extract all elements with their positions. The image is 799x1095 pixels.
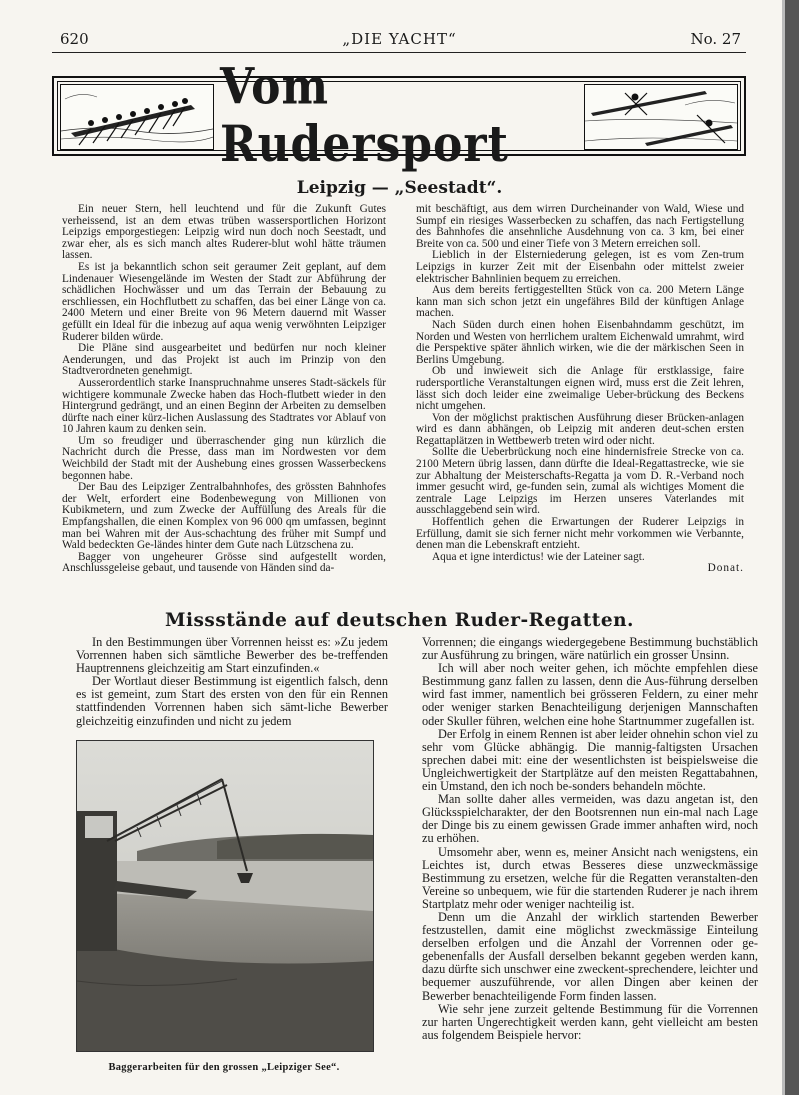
- paragraph: In den Bestimmungen über Vorrennen heisst es: »Zu jedem Vorrennen haben sich sämtliche Bewerber des be-treffenden Hauptrennens gleichzeitig am Start einzufinden.«: [76, 635, 388, 676]
- paragraph: Der Erfolg in einem Rennen ist aber leider ohnehin schon viel zu sehr vom Glücke abhängig. Die mannig-faltigsten Ursachen sprechen dabei mit: eine der wesentlichsten ist beispielsweise die Ungleichwertigkeit der Startplätze auf den meisten Regattabahnen, ein Umstand, den ich noch be-sonders behandeln möchte.: [422, 726, 758, 794]
- journal-title: „DIE YACHT“: [342, 30, 457, 48]
- paragraph: Sollte die Ueberbrückung noch eine hindernisfreie Strecke von ca. 2100 Metern übrig lassen, dann dürfte die Ideal-Regattastrecke, wie sie zur Abhaltung der Meisterschafts-Regatta ja vom D. R.-Verband noch immer gesucht wird, ge-funden sein, zumal als wichtiges Moment die zentrale Lage Leipzigs im Herzen unseres Vaterlandes mit ausschlaggebend sein wird.: [416, 446, 744, 517]
- paragraph: Aus dem bereits fertiggestellten Stück von ca. 200 Metern Länge kann man sich schon jetzt ein ungefähres Bild der künftigen Anlage machen.: [416, 284, 744, 320]
- section-banner: [52, 58, 746, 174]
- article1-left-column: [62, 204, 386, 575]
- paragraph: Von der möglichst praktischen Ausführung dieser Brücken-anlagen wird es dann abhängen, ob Leipzig mit anderen deut-schen ersten Regattaplätzen in Wettbewerb treten wird oder nicht.: [416, 411, 744, 447]
- page-number: 620: [60, 30, 89, 48]
- paragraph: Hoffentlich gehen die Erwartungen der Ruderer Leipzigs in Erfüllung, damit sie sich ferner nicht mehr vorkommen wie Verbannte, denen man die Lebenskraft entzieht.: [416, 516, 744, 552]
- paragraph: Vorrennen; die eingangs wiedergegebene Bestimmung buchstäblich zur Ausführung zu bringen, wäre natürlich ein grosser Unsinn.: [422, 635, 758, 663]
- paragraph: Man sollte daher alles vermeiden, was dazu angetan ist, den Glücksspielcharakter, der den Bootsrennen nun ein-mal nach Lage der Dinge bis zu einem gewissen Grade immer anhaften wird, noch zu erhöhen.: [422, 792, 758, 846]
- paragraph: Ob und inwieweit sich die Anlage für erstklassige, faire rudersportliche Veranstaltungen eignen wird, muss erst die Zeit lehren, lässt sich doch leider eine zweimalige Ueber-brückung des Beckens nicht umgehen.: [416, 365, 744, 413]
- paragraph: Nach Süden durch einen hohen Eisenbahndamm geschützt, im Norden und Westen von herrlichem uraltem Eichenwald umrahmt, wird die Perspektive später ähnlich wirken, wie die der märkischen Seen in Berlins Umgebung.: [416, 318, 744, 366]
- page-edge-highlight: [782, 0, 785, 1095]
- paragraph: Lieblich in der Elsterniederung gelegen, ist es vom Zen-trum Leipzigs in kurzer Zeit mit der Eisenbahn oder mittelst zweier elektrischer Bahnlinien bequem zu erreichen.: [416, 249, 744, 285]
- paragraph: Um so freudiger und überraschender ging nun kürzlich die Nachricht durch die Presse, dass man im Nordwesten vor dem Weichbild der Stadt mit der Aushebung eines grossen Wasserbeckens begonnen habe.: [62, 434, 386, 482]
- article1-right-column: [416, 204, 744, 575]
- paragraph: Denn um die Anzahl der wirklich startenden Bewerber festzustellen, damit eine möglichst zweckmässige Einteilung derselben erfolgen und die Anzahl der Vorrennen oder ge-gebenenfalls der Ausfall derselben bekannt gegeben werden kann, dazu dürfte sich unschwer eine zweckent-sprechendere, leichter und bequemer auszuführende, vor allen Dingen aber keinen der Bewerber benachteiligende Form finden lassen.: [422, 909, 758, 1003]
- running-header: [52, 30, 747, 52]
- banner-title: Vom Rudersport: [220, 58, 509, 174]
- article-title-missstaende: Missstände auf deutschen Ruder-Regatten.: [165, 610, 634, 631]
- paragraph: Umsomehr aber, wenn es, meiner Ansicht nach wenigstens, ein Leichtes ist, durch etwas Besseres diese unzweckmässige Bestimmung zu ersetzen, welche für die Regatten veranstalten-den Vereine so unbequem, wie für die startenden Ruderer je nach ihrem Startplatz mehr oder weniger nachteilig ist.: [422, 844, 758, 911]
- article2-left-column: [76, 636, 388, 728]
- rowing-eight-vignette: [60, 84, 214, 150]
- paragraph: Der Wortlaut dieser Bestimmung ist eigentlich falsch, denn es ist gemeint, zum Start des ersten von den für ein Rennen stattfindenden Vorrennen haben sich sämt-liche Bewerber gleichzeitig einzufinden und nicht zu jedem: [76, 674, 388, 728]
- dredging-photo: [76, 740, 374, 1052]
- paragraph: Es ist ja bekanntlich schon seit geraumer Zeit geplant, auf dem Lindenauer Wiesengelände im Westen der Stadt zur Abführung der schädlichen Hochwässer und um das Terrain der Bebauung zu erschliessen, ein Hochflutbett zu schaffen, das bei einer Länge von ca. 2400 Metern und einer Breite von 96 Metern dauernd mit Wasser gefüllt ein Ideal für die inbezug auf aqua wenig verwöhnten Leipziger Ruderer bilden würde.: [62, 260, 386, 343]
- header-rule: [52, 52, 746, 53]
- paragraph: Ausserordentlich starke Inanspruchnahme unseres Stadt-säckels für wichtigere kommunale Zwecke haben das Hoch-flutbett wieder in den Hintergrund gedrängt, und an einen Beginn der Arbeiten zu demselben dürfte nach einer kürz-lichen Auslassung des Stadtrates vor Ablauf von 10 Jahren kaum zu denken sein.: [62, 376, 386, 436]
- paragraph: mit beschäftigt, aus dem wirren Durcheinander von Wald, Wiese und Sumpf ein riesiges Wasserbecken zu schaffen, das nach Fertigstellung des Bahnhofes die ansehnliche Ausdehnung von ca. 3 km, bei einer Breite von ca. 500 und einer Tiefe von 3 Metern erreichen soll.: [416, 203, 744, 250]
- paragraph: Bagger von ungeheurer Grösse sind aufgestellt worden, Anschlussgeleise gebaut, und tausende von Händen sind da-: [62, 550, 386, 575]
- paragraph: Wie sehr jene zurzeit geltende Bestimmung für die Vorrennen zur harten Ungerechtigkeit werden kann, geht vielleicht am besten aus folgendem Beispiele hervor:: [422, 1001, 758, 1042]
- paragraph: Ich will aber noch weiter gehen, ich möchte empfehlen diese Bestimmung ganz fallen zu lassen, denn die Aus-führung derselben wird fast immer, namentlich bei grösseren Feldern, zu einer mehr oder weniger starken Benachteiligung derjenigen Mannschaften oder Skuller führen, welchen eine hohe Startnummer zugefallen ist.: [422, 661, 758, 728]
- paragraph: Die Pläne sind ausgearbeitet und bedürfen nur noch kleiner Aenderungen, und das Projekt ist auch im Prinzip von den Stadtverordneten genehmigt.: [62, 342, 386, 378]
- sculler-vignette: [584, 84, 738, 150]
- issue-number: No. 27: [690, 30, 741, 48]
- article2-right-column: [422, 636, 758, 1042]
- article-title-leipzig: Leipzig — „Seestadt“.: [296, 178, 503, 198]
- photo-caption: Baggerarbeiten für den grossen „Leipziger See“.: [108, 1062, 340, 1073]
- paragraph: Der Bau des Leipziger Zentralbahnhofes, des grössten Bahnhofes der Welt, erfordert eine Bodenbewegung von Millionen von Kubikmetern, und zum Zwecke der Auffüllung des Areals für die Empfangshallen, die einen Komplex von 96 000 qm umfassen, beginnt man bei Wahren mit der Aus-schachtung des früher mit Sumpf und Wald bedeckten Ge-ländes hinter dem Gute nach Lützschena zu.: [62, 481, 386, 552]
- paragraph: Aqua et igne interdictus! wie der Lateiner sagt.: [432, 550, 645, 563]
- author-signature: Donat.: [707, 562, 744, 575]
- paragraph: Ein neuer Stern, hell leuchtend und für die Zukunft Gutes verheissend, ist an dem etwas trüben wassersportlichen Horizont Leipzigs emporgestiegen: Leipzig wird nun doch noch Seestadt, und zwar eher, als es sich manch altes Ruderer-blut wohl hätte träumen lassen.: [62, 203, 386, 262]
- page-edge-shadow: [783, 0, 799, 1095]
